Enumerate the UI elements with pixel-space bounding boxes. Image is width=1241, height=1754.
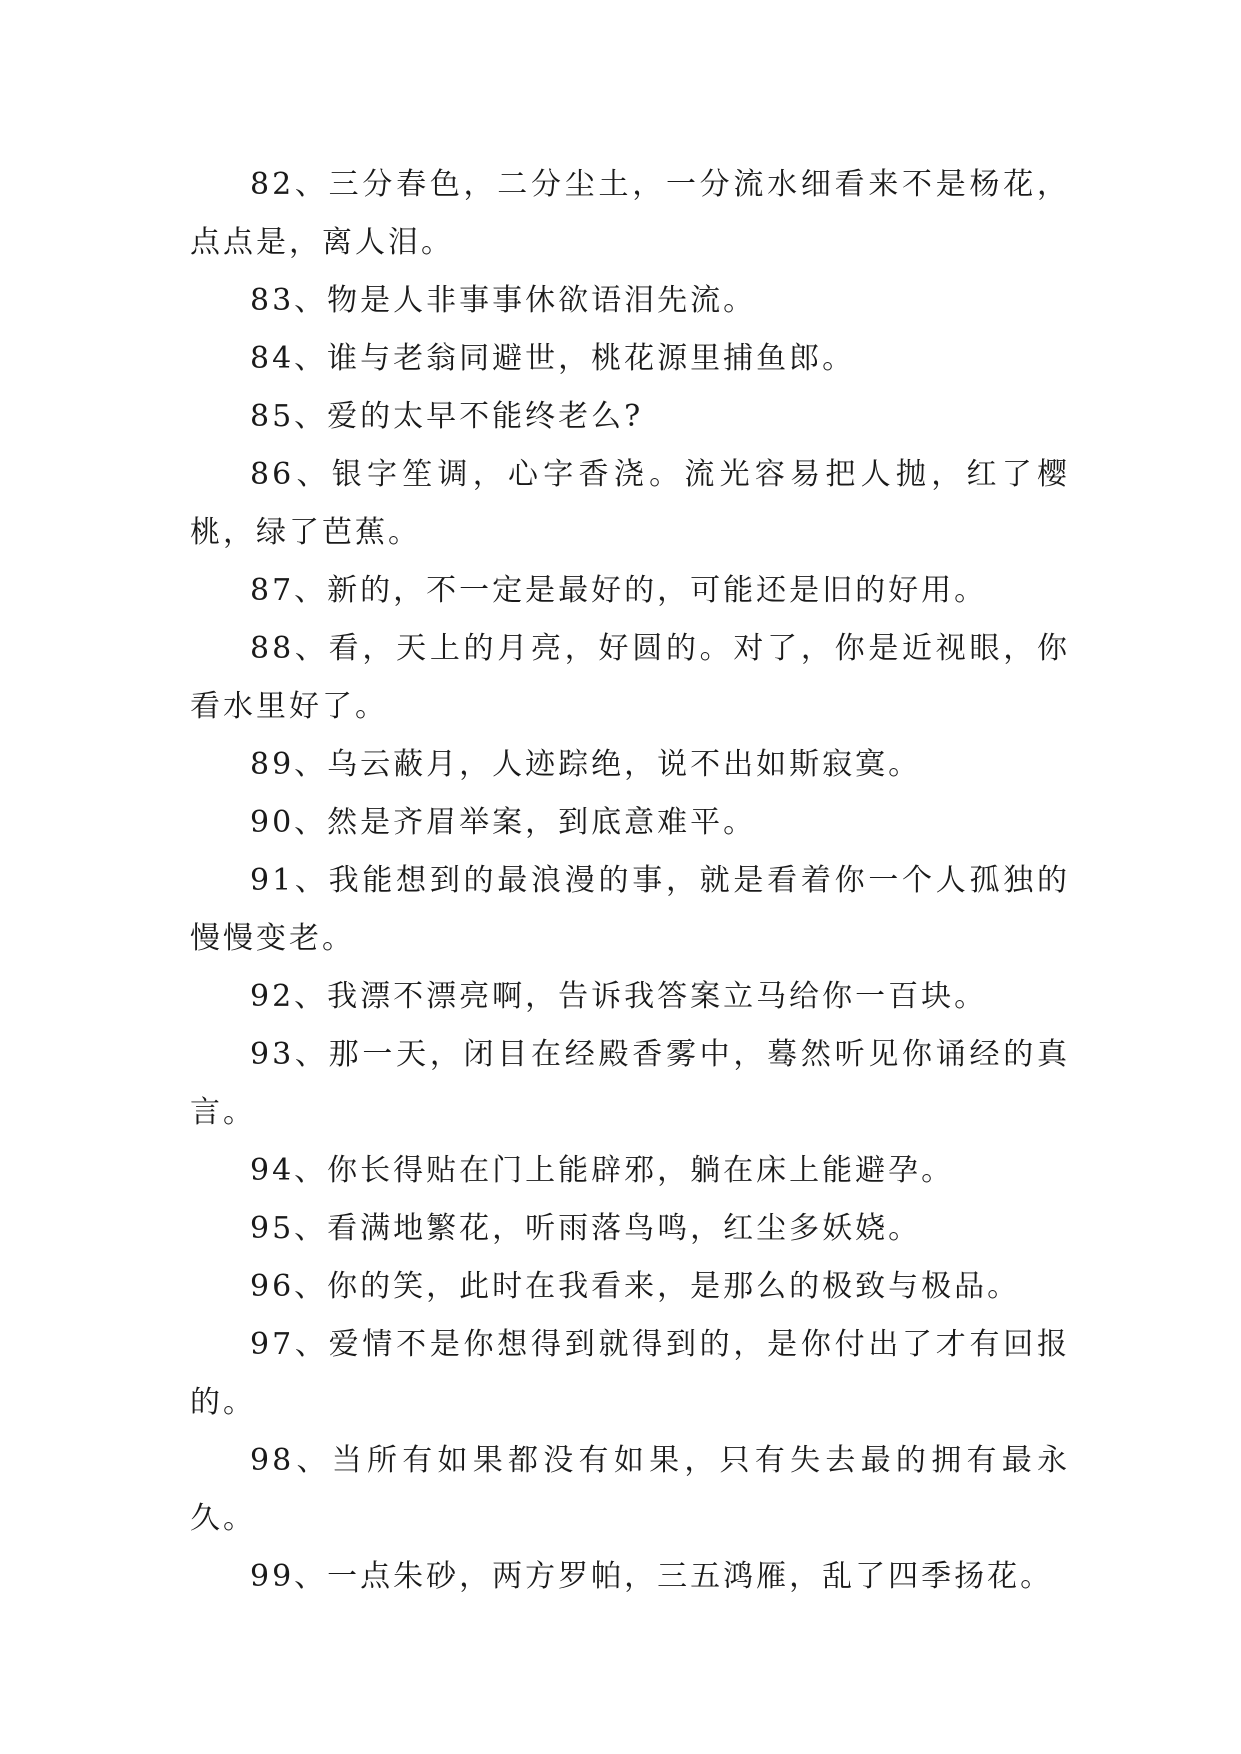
paragraph-83: 83、物是人非事事休欲语泪先流。 — [250, 283, 757, 318]
paragraph-82: 82、三分春色，二分尘土，一分流水细看来不是杨花，点点是，离人泪。 — [190, 167, 1070, 260]
paragraph-89: 89、乌云蔽月，人迹踪绝，说不出如斯寂寞。 — [250, 747, 922, 782]
paragraph-87: 87、新的，不一定是最好的，可能还是旧的好用。 — [250, 573, 988, 608]
paragraph-96: 96、你的笑，此时在我看来，是那么的极致与极品。 — [250, 1269, 1021, 1304]
paragraph-94: 94、你长得贴在门上能辟邪，躺在床上能避孕。 — [250, 1153, 955, 1188]
paragraph-95: 95、看满地繁花，听雨落鸟鸣，红尘多妖娆。 — [250, 1211, 922, 1246]
paragraph-88: 88、看，天上的月亮，好圆的。对了，你是近视眼，你看水里好了。 — [190, 631, 1070, 724]
paragraph-84: 84、谁与老翁同避世，桃花源里捕鱼郎。 — [250, 341, 856, 376]
paragraph-90: 90、然是齐眉举案，到底意难平。 — [250, 805, 757, 840]
document-body — [190, 156, 1070, 1606]
paragraph-97: 97、爱情不是你想得到就得到的，是你付出了才有回报的。 — [190, 1327, 1070, 1420]
paragraph-85: 85、爱的太早不能终老么? — [250, 399, 644, 434]
paragraph-86: 86、银字笙调，心字香浇。流光容易把人抛，红了樱桃，绿了芭蕉。 — [190, 457, 1070, 550]
paragraph-98: 98、当所有如果都没有如果，只有失去最的拥有最永久。 — [190, 1443, 1070, 1536]
paragraph-91: 91、我能想到的最浪漫的事，就是看着你一个人孤独的慢慢变老。 — [190, 863, 1070, 956]
paragraph-93: 93、那一天，闭目在经殿香雾中，蓦然听见你诵经的真言。 — [190, 1037, 1070, 1130]
paragraph-92: 92、我漂不漂亮啊，告诉我答案立马给你一百块。 — [250, 979, 988, 1014]
paragraph-99: 99、一点朱砂，两方罗帕，三五鸿雁，乱了四季扬花。 — [250, 1559, 1054, 1594]
